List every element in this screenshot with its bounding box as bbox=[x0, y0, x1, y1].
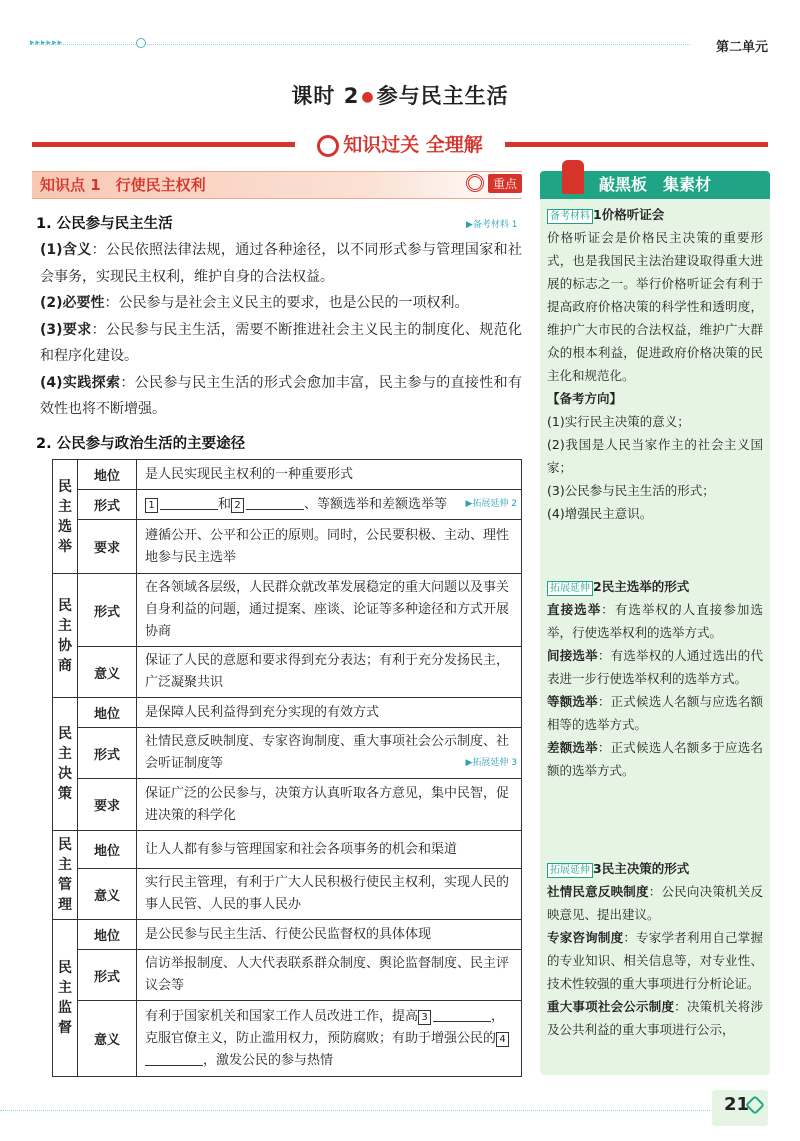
category-decide: 民主决策 bbox=[53, 698, 78, 831]
row-label: 形式 bbox=[78, 728, 137, 779]
table-row bbox=[53, 728, 522, 779]
page-number: 21 bbox=[724, 1094, 750, 1115]
section2-heading: 2. 公民参与政治生活的主要途径 bbox=[36, 436, 246, 452]
row-text: 是公民参与民主生活、行使公民监督权的具体体现 bbox=[137, 920, 522, 950]
section1-tag: ▶备考材料 1 bbox=[466, 220, 518, 230]
extension-badge: 拓展延伸 bbox=[547, 581, 593, 596]
row-label: 意义 bbox=[78, 647, 137, 698]
category-supervise: 民主监督 bbox=[53, 920, 78, 1077]
banner-title: 知识过关 全理解 bbox=[343, 134, 483, 156]
direction-item: (2)我国是人民当家作主的社会主义国家； bbox=[547, 437, 763, 475]
lesson-name: 参与民主生活 bbox=[376, 84, 509, 108]
direction-title: 【备考方向】 bbox=[547, 391, 623, 406]
row-text: 保证广泛的公民参与，决策方认真听取各方意见，集中民智，促进决策的科学化 bbox=[137, 779, 522, 831]
knowledge-point-title: 知识点 1 行使民主权利 bbox=[40, 176, 206, 194]
table-row bbox=[53, 1001, 522, 1077]
table-row bbox=[53, 831, 522, 869]
row-label: 要求 bbox=[78, 779, 137, 831]
list-item: 专家咨询制度：专家学者利用自己掌握的专业知识、相关信息等，对专业性、技术性较强的重大事项进行分析论证。 bbox=[547, 930, 763, 991]
blank-number: 1 bbox=[145, 498, 158, 513]
table-row bbox=[53, 574, 522, 647]
fill-blank[interactable] bbox=[246, 495, 304, 510]
row-text: 让人人都有参与管理国家和社会各项事务的机会和渠道 bbox=[137, 831, 522, 869]
category-elect: 民主选举 bbox=[53, 460, 78, 574]
row-label: 形式 bbox=[78, 574, 137, 647]
sidebar-extension-2 bbox=[547, 575, 763, 782]
fill-blank[interactable] bbox=[160, 495, 218, 510]
list-item: 差额选举：正式候选人名额多于应选名额的选举方式。 bbox=[547, 740, 763, 778]
section-banner bbox=[295, 128, 505, 160]
row-text: 信访举报制度、人大代表联系群众制度、舆论监督制度、民主评议会等 bbox=[137, 950, 522, 1001]
category-consult: 民主协商 bbox=[53, 574, 78, 698]
table-row bbox=[53, 920, 522, 950]
sidebar-material-1 bbox=[547, 203, 763, 525]
blank-number: 4 bbox=[496, 1032, 509, 1047]
lesson-number: 课时 2 bbox=[291, 84, 360, 108]
fill-blank[interactable] bbox=[145, 1051, 203, 1066]
section1-item: (1)含义：公民依照法律法规，通过各种途径，以不同形式参与管理国家和社会事务，实现民主权利，维护自身的合法权益。 bbox=[40, 242, 523, 285]
row-label: 地位 bbox=[78, 698, 137, 728]
section1-item: (2)必要性：公民参与是社会主义民主的要求，也是公民的一项权利。 bbox=[40, 295, 469, 311]
material-badge: 备考材料 bbox=[547, 209, 593, 224]
blank-number: 2 bbox=[231, 498, 244, 513]
row-text: 社情民意反映制度、专家咨询制度、重大事项社会公示制度、社会听证制度等 ▶拓展延伸 3 bbox=[137, 728, 522, 779]
sidebar-header: 敲黑板 集素材 bbox=[540, 171, 770, 199]
section1-heading: 1. 公民参与民主生活 bbox=[36, 216, 173, 232]
extension-tag: ▶拓展延伸 2 bbox=[465, 499, 517, 509]
row-text: 在各领域各层级，人民群众就改革发展稳定的重大问题以及事关自身利益的问题，通过提案、座谈、论证等多种途径和方式开展协商 bbox=[137, 574, 522, 647]
header-rule bbox=[30, 44, 690, 46]
table-row bbox=[53, 490, 522, 520]
row-label: 意义 bbox=[78, 869, 137, 920]
table-row bbox=[53, 698, 522, 728]
lesson-title bbox=[0, 80, 800, 110]
category-manage: 民主管理 bbox=[53, 831, 78, 920]
section1-item: (3)要求：公民参与民主生活，需要不断推进社会主义民主的制度化、规范化和程序化建设。 bbox=[40, 321, 523, 364]
list-item: 重大事项社会公示制度：决策机关将涉及公共利益的重大事项进行公示， bbox=[547, 999, 763, 1037]
row-text: 1 和 2 、等额选举和差额选举等 ▶拓展延伸 2 bbox=[137, 490, 522, 520]
header-pin-icon bbox=[136, 38, 146, 48]
table-row bbox=[53, 460, 522, 490]
extension-title: 2民主选举的形式 bbox=[593, 579, 690, 594]
list-item: 社情民意反映制度：公民向决策机关反映意见、提出建议。 bbox=[547, 884, 763, 922]
direction-item: (4)增强民主意识。 bbox=[547, 506, 653, 521]
row-label: 地位 bbox=[78, 460, 137, 490]
row-text: 保证了人民的意愿和要求得到充分表达；有利于充分发扬民主，广泛凝聚共识 bbox=[137, 647, 522, 698]
row-text: 有利于国家机关和国家工作人员改进工作，提高 3 ，克服官僚主义，防止滥用权力，预防腐败；有助于增强公民的 4，激发公民的参与热情 bbox=[137, 1001, 522, 1077]
participation-table bbox=[52, 459, 522, 1077]
list-item: 等额选举：正式候选人名额与应选名额相等的选举方式。 bbox=[547, 694, 763, 732]
sidebar-extension-3 bbox=[547, 857, 763, 1041]
table-row bbox=[53, 950, 522, 1001]
row-text: 是人民实现民主权利的一种重要形式 bbox=[137, 460, 522, 490]
direction-item: (3)公民参与民主生活的形式； bbox=[547, 483, 715, 498]
extension-title: 3民主决策的形式 bbox=[593, 861, 690, 876]
row-label: 形式 bbox=[78, 490, 137, 520]
section1-item: (4)实践探索：公民参与民主生活的形式会愈加丰富，民主参与的直接性和有效性也将不断增强。 bbox=[40, 374, 522, 417]
row-label: 地位 bbox=[78, 920, 137, 950]
direction-item: (1)实行民主决策的意义； bbox=[547, 414, 690, 429]
key-point-badge: 重点 bbox=[488, 174, 522, 193]
list-item: 间接选举：有选举权的人通过选出的代表进一步行使选举权利的选举方式。 bbox=[547, 648, 763, 686]
table-row bbox=[53, 869, 522, 920]
footer-rule bbox=[0, 1110, 710, 1111]
row-label: 意义 bbox=[78, 1001, 137, 1077]
section1-body bbox=[40, 237, 522, 423]
table-row bbox=[53, 520, 522, 574]
extension-badge: 拓展延伸 bbox=[547, 863, 593, 878]
fill-blank[interactable] bbox=[433, 1007, 491, 1022]
blank-number: 3 bbox=[418, 1010, 431, 1025]
teacher-icon bbox=[562, 160, 584, 194]
row-text: 是保障人民利益得到充分实现的有效方式 bbox=[137, 698, 522, 728]
extension-tag: ▶拓展延伸 3 bbox=[465, 758, 517, 768]
row-text: 实行民主管理，有利于广大人民积极行使民主权利，实现人民的事人民管、人民的事人民办 bbox=[137, 869, 522, 920]
unit-label: 第二单元 bbox=[715, 40, 768, 55]
row-label: 形式 bbox=[78, 950, 137, 1001]
target-icon bbox=[466, 174, 484, 192]
row-label: 要求 bbox=[78, 520, 137, 574]
list-item: 直接选举：有选举权的人直接参加选举，行使选举权利的选举方式。 bbox=[547, 602, 763, 640]
row-text: 遵循公开、公平和公正的原则。同时，公民要积极、主动、理性地参与民主选举 bbox=[137, 520, 522, 574]
table-row bbox=[53, 647, 522, 698]
table-row bbox=[53, 779, 522, 831]
material-title: 1价格听证会 bbox=[593, 207, 665, 222]
header-dots: ▸▸▸▸▸▸ bbox=[30, 38, 64, 48]
spiral-icon bbox=[317, 135, 339, 157]
bullet-icon: ● bbox=[361, 89, 375, 105]
material-text: 价格听证会是价格民主决策的重要形式，也是我国民主法治建设取得重大进展的标志之一。举行价格听证会有利于提高政府价格决策的科学性和透明度，维护广大市民的合法权益，维护广大群众的根本利益，促进政府价格决策的民主化和规范化。 bbox=[547, 230, 763, 383]
row-label: 地位 bbox=[78, 831, 137, 869]
